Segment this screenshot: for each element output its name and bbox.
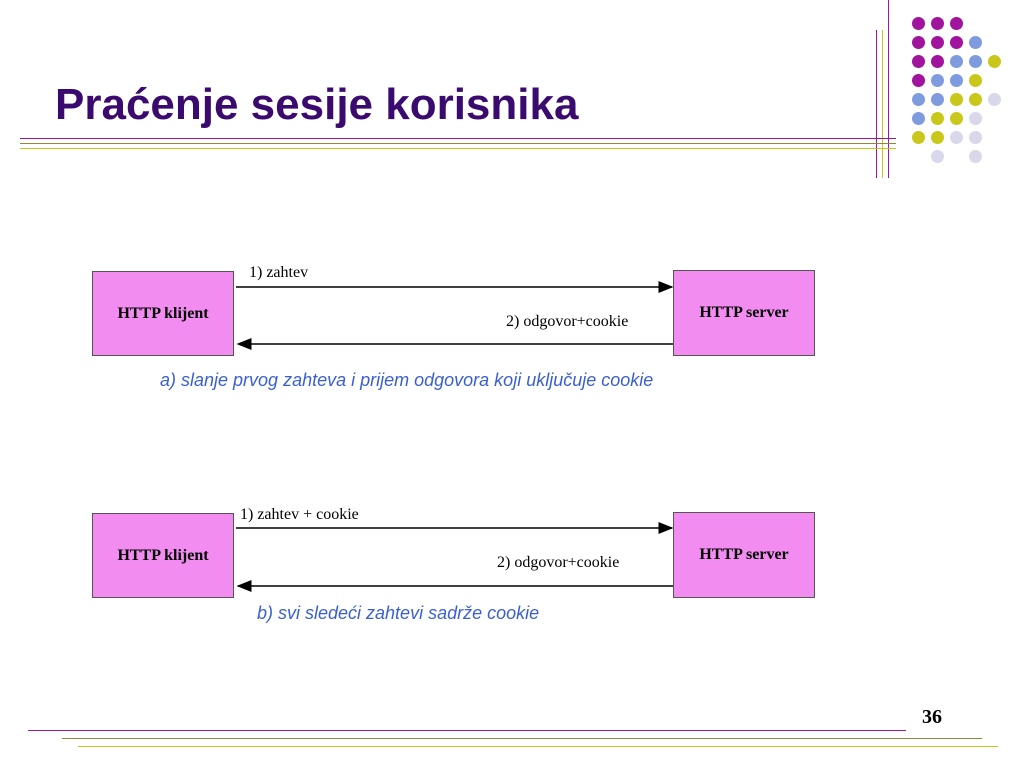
http-server-box: HTTP server <box>673 512 815 598</box>
diagram-caption: b) svi sledeći zahtevi sadrže cookie <box>257 603 540 623</box>
http-server-box: HTTP server <box>673 270 815 356</box>
http-client-box: HTTP klijent <box>92 513 234 598</box>
footer-line <box>62 738 982 739</box>
request-label: 1) zahtev <box>249 264 309 281</box>
diagram-caption: a) slanje prvog zahteva i prijem odgovora koji uključuje cookie <box>160 370 654 390</box>
page-number: 36 <box>922 706 942 728</box>
slide-title: Praćenje sesije korisnika <box>55 80 579 129</box>
footer-line <box>78 746 998 747</box>
response-label: 2) odgovor+cookie <box>497 554 620 571</box>
http-client-box: HTTP klijent <box>92 271 234 356</box>
request-label: 1) zahtev + cookie <box>240 506 359 523</box>
response-label: 2) odgovor+cookie <box>506 313 629 330</box>
footer-line <box>28 730 906 731</box>
